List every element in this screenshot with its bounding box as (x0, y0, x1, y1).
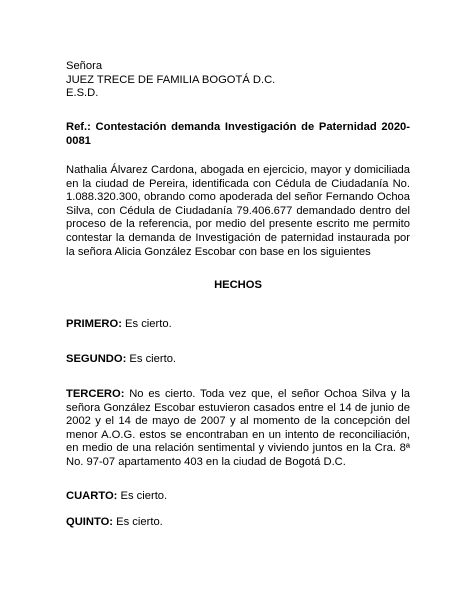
fact-label: TERCERO: (66, 388, 125, 400)
fact-text: Es cierto. (117, 490, 168, 502)
fact-item (66, 388, 410, 470)
fact-label: PRIMERO: (66, 318, 122, 330)
fact-item (66, 318, 410, 332)
intro-paragraph: Nathalia Álvarez Cardona, abogada en ejercicio, mayor y domiciliada en la ciudad de Pereira, identificada con Cédula de Ciudadanía No. 1.088.320.300, obrando como apoderada del señor Fernando Ochoa Silva, con Cédula de Ciudadanía 79.406.677 demandado dentro del proceso de la referencia, por medio del presente escrito me permito contestar la demanda de Investigación de paternidad instaurada por la señora Alicia González Escobar con base en los siguientes (66, 164, 410, 258)
fact-label: SEGUNDO: (66, 353, 127, 365)
fact-item (66, 490, 410, 504)
fact-text: No es cierto. Toda vez que, el señor Ochoa Silva y la señora González Escobar estuvieron casados entre el 14 de junio de 2002 y el 14 de mayo de 2007 y al momento de la concepción del menor A.O.G. estos se encontraban en un intento de reconciliación, en medio de una relación sentimental y viviendo juntos en la Cra. 8ª No. 97-07 apartamento 403 en la ciudad de Bogotá D.C. (66, 388, 410, 468)
section-heading: HECHOS (214, 279, 262, 291)
addressee-block (66, 60, 410, 101)
fact-label: QUINTO: (66, 516, 114, 528)
reference-line: Ref.: Contestación demanda Investigación de Paternidad 2020-0081 (66, 121, 410, 147)
fact-item (66, 353, 410, 367)
fact-label: CUARTO: (66, 490, 118, 502)
fact-text: Es cierto. (113, 516, 163, 528)
fact-text: Es cierto. (121, 318, 172, 330)
addressee-salutation: Señora (66, 60, 103, 72)
addressee-court: JUEZ TRECE DE FAMILIA BOGOTÁ D.C. (66, 73, 276, 86)
addressee-abbreviation: E.S.D. (66, 87, 99, 100)
fact-item (66, 516, 410, 530)
fact-text: Es cierto. (126, 353, 177, 365)
